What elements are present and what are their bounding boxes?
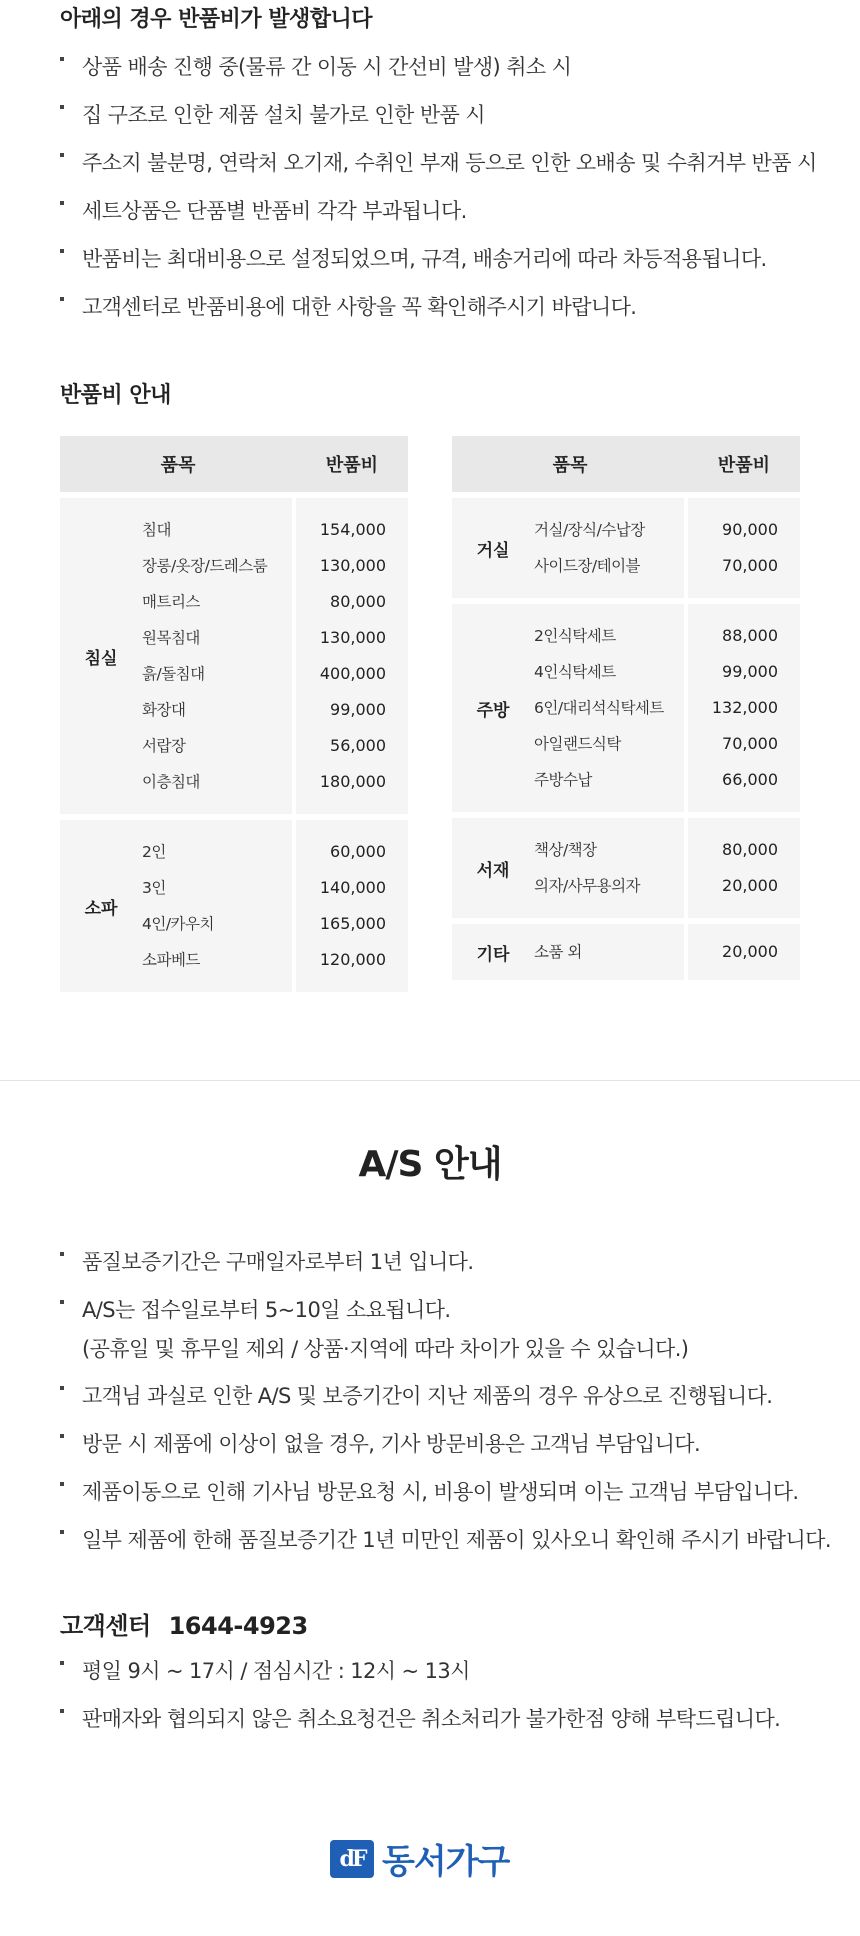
list-item: 품질보증기간은 구매일자로부터 1년 입니다. — [60, 1238, 800, 1286]
col-fee-header: 반품비 — [325, 455, 379, 476]
table-group — [60, 820, 408, 992]
category-label: 침실 — [84, 648, 118, 669]
item-price: 70,000 — [722, 734, 778, 753]
list-item: 고객님 과실로 인한 A/S 및 보증기간이 지난 제품의 경우 유상으로 진행됩니다. — [60, 1372, 800, 1420]
item-name: 매트리스 — [142, 593, 200, 611]
item-name: 6인/대리석식탁세트 — [534, 699, 664, 717]
item-price: 130,000 — [319, 556, 386, 575]
table-group — [452, 924, 800, 980]
group-price-cell — [688, 818, 800, 918]
section-divider — [0, 1080, 860, 1081]
item-price: 80,000 — [330, 592, 386, 611]
table-header — [60, 436, 408, 492]
category-label: 거실 — [476, 540, 510, 561]
item-price: 154,000 — [319, 520, 386, 539]
return-conditions — [60, 2, 817, 331]
list-item: 반품비는 최대비용으로 설정되었으며, 규격, 배송거리에 따라 차등적용됩니다. — [60, 235, 800, 283]
item-price: 180,000 — [319, 772, 386, 791]
brand-logo — [330, 1834, 509, 1883]
list-item: 판매자와 협의되지 않은 취소요청건은 취소처리가 불가한점 양해 부탁드립니다. — [60, 1695, 800, 1743]
price-list — [296, 512, 408, 800]
list-item: 고객센터로 반품비용에 대한 사항을 꼭 확인해주시기 바랍니다. — [60, 283, 800, 331]
col-item-header: 품목 — [160, 455, 196, 476]
item-price: 66,000 — [722, 770, 778, 789]
item-name: 아일랜드식탁 — [534, 735, 621, 753]
table-group — [452, 818, 800, 918]
group-price-cell — [296, 498, 408, 814]
item-list — [534, 618, 684, 798]
customer-center-heading — [60, 1606, 800, 1641]
item-list — [534, 512, 684, 584]
item-price: 60,000 — [330, 842, 386, 861]
group-price-cell — [688, 924, 800, 980]
item-name: 거실/장식/수납장 — [534, 521, 645, 539]
category-label: 소파 — [84, 898, 118, 919]
item-list — [534, 832, 684, 904]
list-item: 세트상품은 단품별 반품비 각각 부과됩니다. — [60, 187, 800, 235]
item-name: 원목침대 — [142, 629, 200, 647]
col-item-header: 품목 — [552, 455, 588, 476]
list-item: 방문 시 제품에 이상이 없을 경우, 기사 방문비용은 고객님 부담입니다. — [60, 1420, 800, 1468]
group-price-cell — [688, 604, 800, 812]
item-price: 132,000 — [711, 698, 778, 717]
item-name: 4인식탁세트 — [534, 663, 616, 681]
list-item: 제품이동으로 인해 기사님 방문요청 시, 비용이 발생되며 이는 고객님 부담입니다. — [60, 1468, 800, 1516]
item-price: 400,000 — [319, 664, 386, 683]
item-list — [142, 512, 292, 800]
price-list — [688, 512, 800, 584]
item-price: 20,000 — [722, 876, 778, 895]
item-name: 소품 외 — [534, 943, 582, 961]
item-name: 화장대 — [142, 701, 186, 719]
group-items-cell — [452, 604, 684, 812]
customer-center-label: 고객센터 — [60, 1612, 151, 1640]
category-label: 서재 — [476, 860, 510, 881]
item-name: 2인식탁세트 — [534, 627, 616, 645]
item-name: 2인 — [142, 843, 166, 861]
customer-center — [60, 1606, 800, 1743]
fee-heading-wrap — [60, 378, 800, 409]
fee-heading: 반품비 안내 — [60, 383, 171, 408]
col-fee-header: 반품비 — [717, 455, 771, 476]
item-list — [142, 834, 292, 978]
fee-table-left — [60, 436, 408, 992]
item-price: 99,000 — [330, 700, 386, 719]
brand-mark-icon: dF — [330, 1840, 374, 1878]
item-price: 140,000 — [319, 878, 386, 897]
item-price: 88,000 — [722, 626, 778, 645]
item-price: 20,000 — [722, 942, 778, 961]
item-price: 56,000 — [330, 736, 386, 755]
price-list — [688, 618, 800, 798]
list-item: 평일 9시 ~ 17시 / 점심시간 : 12시 ~ 13시 — [60, 1647, 800, 1695]
item-name: 흙/돌침대 — [142, 665, 205, 683]
item-name: 3인 — [142, 879, 166, 897]
item-price: 120,000 — [319, 950, 386, 969]
customer-center-bullets — [60, 1647, 800, 1743]
group-items-cell — [452, 498, 684, 598]
item-name: 의자/사무용의자 — [534, 877, 641, 895]
price-list — [688, 832, 800, 904]
price-list — [296, 834, 408, 978]
table-group — [452, 498, 800, 598]
as-title: A/S 안내 — [358, 1144, 502, 1185]
list-item-note: (공휴일 및 휴무일 제외 / 상품·지역에 따라 차이가 있을 수 있습니다.) — [82, 1337, 689, 1361]
item-price: 99,000 — [722, 662, 778, 681]
item-name: 주방수납 — [534, 771, 592, 789]
fee-table-right — [452, 436, 800, 980]
category-label: 기타 — [476, 944, 510, 965]
table-header — [452, 436, 800, 492]
table-group — [452, 604, 800, 812]
list-item: 일부 제품에 한해 품질보증기간 1년 미만인 제품이 있사오니 확인해 주시기 바랍니다. — [60, 1516, 800, 1564]
customer-center-phone: 1644-4923 — [168, 1612, 308, 1640]
item-price: 90,000 — [722, 520, 778, 539]
brand-name: 동서가구 — [382, 1842, 510, 1882]
table-group — [60, 498, 408, 814]
item-price: 130,000 — [319, 628, 386, 647]
list-item: 집 구조로 인한 제품 설치 불가로 인한 반품 시 — [60, 91, 800, 139]
group-items-cell — [60, 498, 292, 814]
as-bullet-list — [60, 1238, 831, 1564]
group-price-cell — [296, 820, 408, 992]
item-name: 4인/카우치 — [142, 915, 214, 933]
item-name: 소파베드 — [142, 951, 200, 969]
return-bullet-list — [60, 43, 817, 331]
list-item: 상품 배송 진행 중(물류 간 이동 시 간선비 발생) 취소 시 — [60, 43, 800, 91]
item-name: 서랍장 — [142, 737, 186, 755]
item-name: 침대 — [142, 521, 171, 539]
as-guide — [60, 1238, 831, 1564]
item-name: 책상/책장 — [534, 841, 597, 859]
item-list — [534, 934, 684, 970]
list-item: 주소지 불분명, 연락처 오기재, 수취인 부재 등으로 인한 오배송 및 수취거부 반품 시 — [60, 139, 800, 187]
group-price-cell — [688, 498, 800, 598]
return-heading: 아래의 경우 반품비가 발생합니다 — [60, 7, 373, 32]
item-price: 70,000 — [722, 556, 778, 575]
item-price: 80,000 — [722, 840, 778, 859]
item-price: 165,000 — [319, 914, 386, 933]
item-name: 사이드장/테이블 — [534, 557, 641, 575]
item-name: 이층침대 — [142, 773, 200, 791]
group-items-cell — [452, 924, 684, 980]
list-item: A/S는 접수일로부터 5~10일 소요됩니다. — [60, 1286, 800, 1334]
group-items-cell — [452, 818, 684, 918]
group-items-cell — [60, 820, 292, 992]
price-list — [688, 934, 800, 970]
category-label: 주방 — [476, 700, 510, 721]
item-name: 장롱/옷장/드레스룸 — [142, 557, 268, 575]
